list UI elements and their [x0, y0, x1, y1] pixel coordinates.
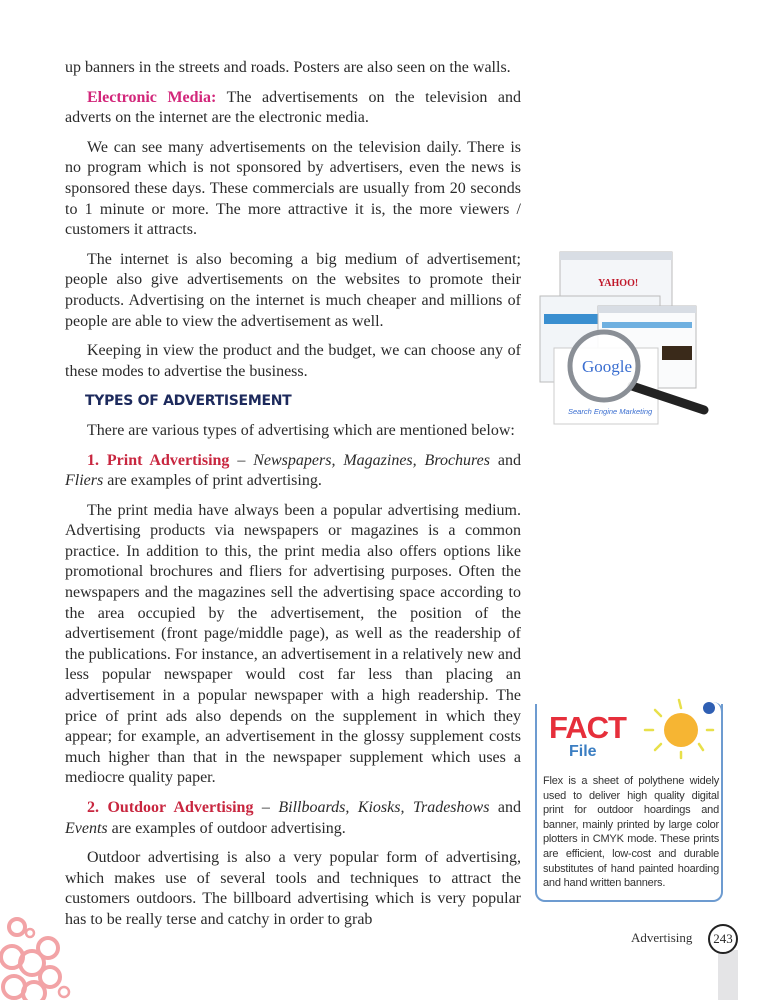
google-logo: Google	[582, 357, 633, 376]
text: and	[490, 451, 522, 469]
section-heading: TYPES OF ADVERTISEMENT	[85, 393, 292, 410]
paragraph-outdoor-advertising	[65, 798, 521, 839]
text: –	[229, 451, 254, 469]
paragraph: Keeping in view the product and the budget, we can choose any of these modes to advertise the business.	[65, 342, 521, 380]
text: Events	[65, 819, 108, 837]
text: –	[253, 799, 279, 816]
text: Fliers	[65, 472, 104, 490]
fact-subtitle: File	[569, 743, 597, 760]
fact-file-box	[535, 704, 723, 902]
paragraph: The print media have always been a popular advertising medium. Advertising products via newspapers or magazines is a common practice. In addition to this, the print media also offers options like promotional brochures and fliers for advertising purposes. Often the newspapers and the magazines sell the advertising space according to the area occupied by the advertisement, the position of the advertisement (front page/middle page), as well as the readership of the publications. For instance, an advertisement in a relatively new and less popular newspaper would cost far less than placing an advertisement in a popular newspaper with a high readership. The price of print ads also depends on the supplement in which they appear; for example, an advertisement in the glossy supplement costs much higher than that in the newspaper supplement which uses a mediocre quality paper.	[65, 501, 521, 787]
page-number: 243	[708, 924, 738, 954]
paragraph-electronic-media	[65, 88, 521, 129]
term: 1. Print Advertising	[87, 451, 230, 469]
paragraph-print-advertising	[65, 451, 521, 492]
sun-icon	[641, 698, 725, 760]
main-text	[65, 58, 521, 940]
text: Billboards, Kiosks, Tradeshows	[278, 799, 490, 816]
paragraph: We can see many advertisements on the television daily. There is no program which is not sponsored by advertisers, even the news is sponsored these days. These commercials are usually from 20 seconds to 1 minute or more. The more attractive it is, the more viewers / customers it attracts.	[65, 138, 521, 239]
text: are examples of print advertising.	[103, 472, 322, 490]
term: 2. Outdoor Advertising	[87, 799, 254, 816]
text: are examples of outdoor advertising.	[107, 819, 346, 837]
text: The advertisements on the television and adverts on the internet are the electronic media.	[65, 88, 521, 127]
chapter-label: Advertising	[631, 930, 693, 945]
fact-title: FACT	[549, 710, 626, 745]
page-tab	[718, 950, 738, 1000]
paragraph: Outdoor advertising is also a very popular form of advertising, which makes use of several tools and techniques to attract the customers outdoors. The billboard advertising which is very popular has to be really terse and catchy in order to grab	[65, 849, 521, 928]
search-engine-illustration	[536, 248, 712, 426]
text: and	[489, 799, 521, 816]
paragraph: up banners in the streets and roads. Posters are also seen on the walls.	[65, 59, 511, 76]
paragraph: The internet is also becoming a big medium of advertisement; people also give advertisements on the websites to promote their products. Advertising on the internet is much cheaper and millions of people are able to view the advertisement as well.	[65, 250, 521, 330]
yahoo-logo: YAHOO!	[598, 278, 639, 289]
text: Newspapers, Magazines, Brochures	[253, 451, 491, 469]
paragraph: There are various types of advertising which are mentioned below:	[87, 421, 515, 439]
fact-text: Flex is a sheet of polythene widely used to deliver high quality digital print for outdoor hoardings and banner, mainly printed by large color plotters in CMYK mode. These prints are efficient, low-cost and durable substitutes of hand painted hoarding and hand written banners.	[543, 775, 719, 890]
figure-caption: Search Engine Marketing	[568, 407, 653, 416]
term: Electronic Media:	[87, 88, 217, 106]
decorative-circles-icon	[0, 915, 110, 1000]
